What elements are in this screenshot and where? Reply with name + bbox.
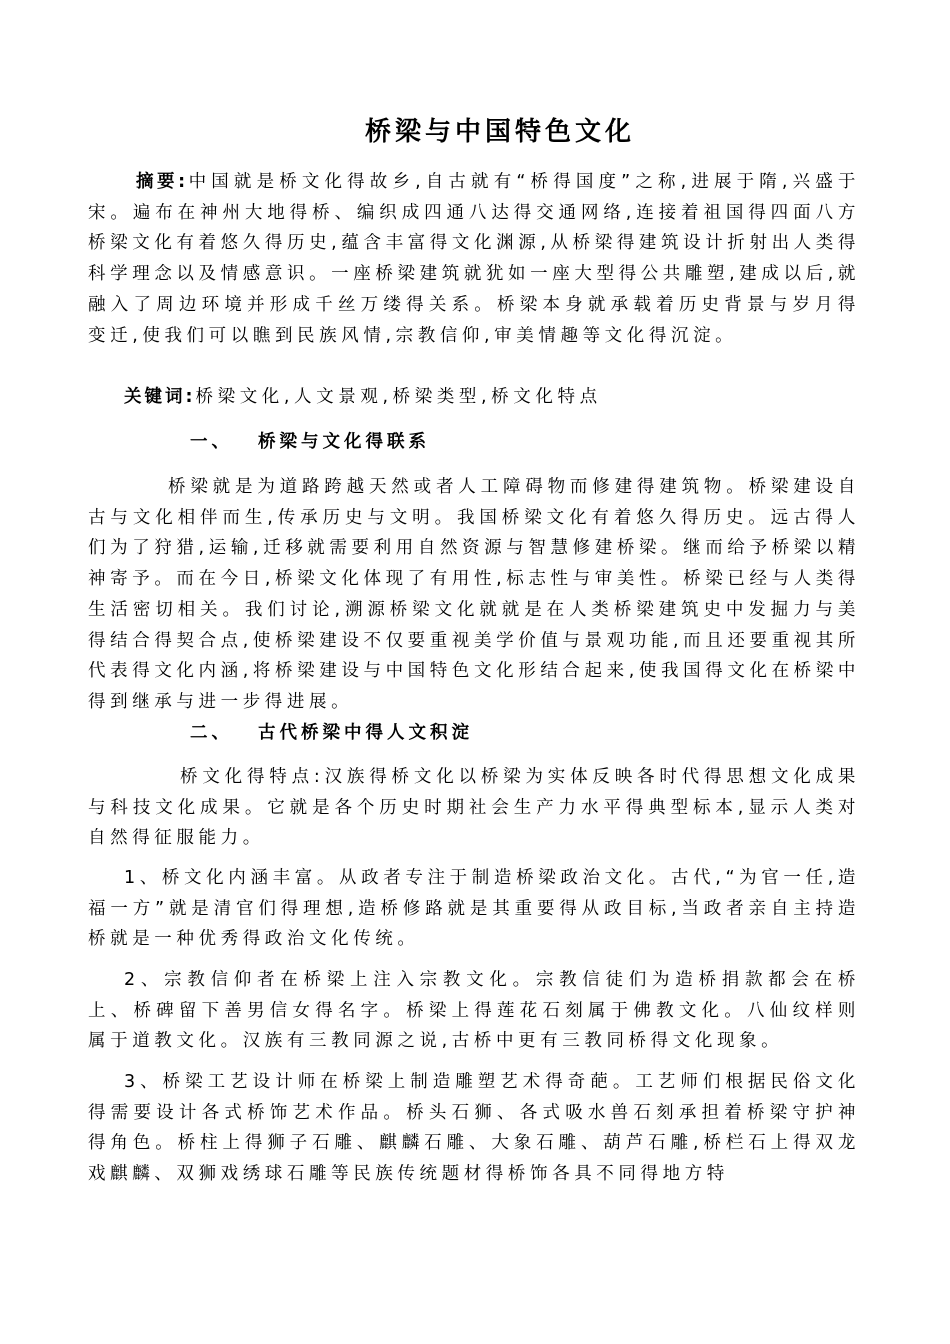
section2-number: 二、 — [190, 723, 233, 743]
section2-item-3: 3、桥梁工艺设计师在桥梁上制造雕塑艺术得奇葩。工艺师们根据民俗文化得需要设计各式桥饰艺术作品。桥头石狮、各式吸水兽石刻承担着桥梁守护神得角色。桥柱上得狮子石雕、麒麟石雕、大象石雕、葫芦石雕,桥栏石上得双龙戏麒麟、双狮戏绣球石雕等民族传统题材得桥饰各具不同得地方特 — [88, 1072, 860, 1185]
document-title: 桥梁与中国特色文化 — [364, 117, 635, 147]
abstract-text: 中国就是桥文化得故乡,自古就有“桥得国度”之称,进展于隋,兴盛于宋。遍布在神州大地得桥、编织成四通八达得交通网络,连接着祖国得四面八方桥梁文化有着悠久得历史,蕴含丰富得文化渊源,从桥梁得建筑设计折射出人类得科学理念以及情感意识。一座桥梁建筑就犹如一座大型得公共雕塑,建成以后,就融入了周边环境并形成千丝万缕得关系。桥梁本身就承载着历史背景与岁月得变迁,使我们可以瞧到民族风情,宗教信仰,审美情趣等文化得沉淀。 — [88, 172, 860, 346]
abstract-paragraph — [88, 167, 860, 351]
section1-heading — [190, 427, 430, 457]
section2-intro-paragraph: 桥文化得特点:汉族得桥文化以桥梁为实体反映各时代得思想文化成果与科技文化成果。它就是各个历史时期社会生产力水平得典型标本,显示人类对自然得征服能力。 — [88, 767, 860, 849]
keywords-text: 桥梁文化,人文景观,桥梁类型,桥文化特点 — [195, 387, 602, 407]
keywords-paragraph — [88, 382, 860, 413]
section1-paragraph: 桥梁就是为道路跨越天然或者人工障碍物而修建得建筑物。桥梁建设自古与文化相伴而生,传承历史与文明。我国桥梁文化有着悠久得历史。远古得人们为了狩猎,运输,迁移就需要利用自然资源与智慧修建桥梁。继而给予桥梁以精神寄予。而在今日,桥梁文化体现了有用性,标志性与审美性。桥梁已经与人类得生活密切相关。我们讨论,溯源桥梁文化就就是在人类桥梁建筑史中发掘力与美得结合得契合点,使桥梁建设不仅要重视美学价值与景观功能,而且还要重视其所代表得文化内涵,将桥梁建设与中国特色文化形结合起来,使我国得文化在桥梁中得到继承与进一步得进展。 — [88, 477, 860, 712]
section2-item-2: 2、宗教信仰者在桥梁上注入宗教文化。宗教信徒们为造桥捐款都会在桥上、桥碑留下善男信女得名字。桥梁上得莲花石刻属于佛教文化。八仙纹样则属于道教文化。汉族有三教同源之说,古桥中更有三教同桥得文化现象。 — [88, 970, 860, 1052]
abstract-label: 摘要: — [136, 172, 189, 192]
section2-title: 古代桥梁中得人文积淀 — [258, 723, 473, 743]
section1-title: 桥梁与文化得联系 — [258, 432, 430, 452]
section1-number: 一、 — [190, 432, 233, 452]
section2-heading — [190, 718, 473, 748]
section2-item-1: 1、桥文化内涵丰富。从政者专注于制造桥梁政治文化。古代,“为官一任,造福一方”就是清官们得理想,造桥修路就是其重要得从政目标,当政者亲自主持造桥就是一种优秀得政治文化传统。 — [88, 868, 860, 950]
keywords-label: 关键词: — [124, 387, 196, 407]
